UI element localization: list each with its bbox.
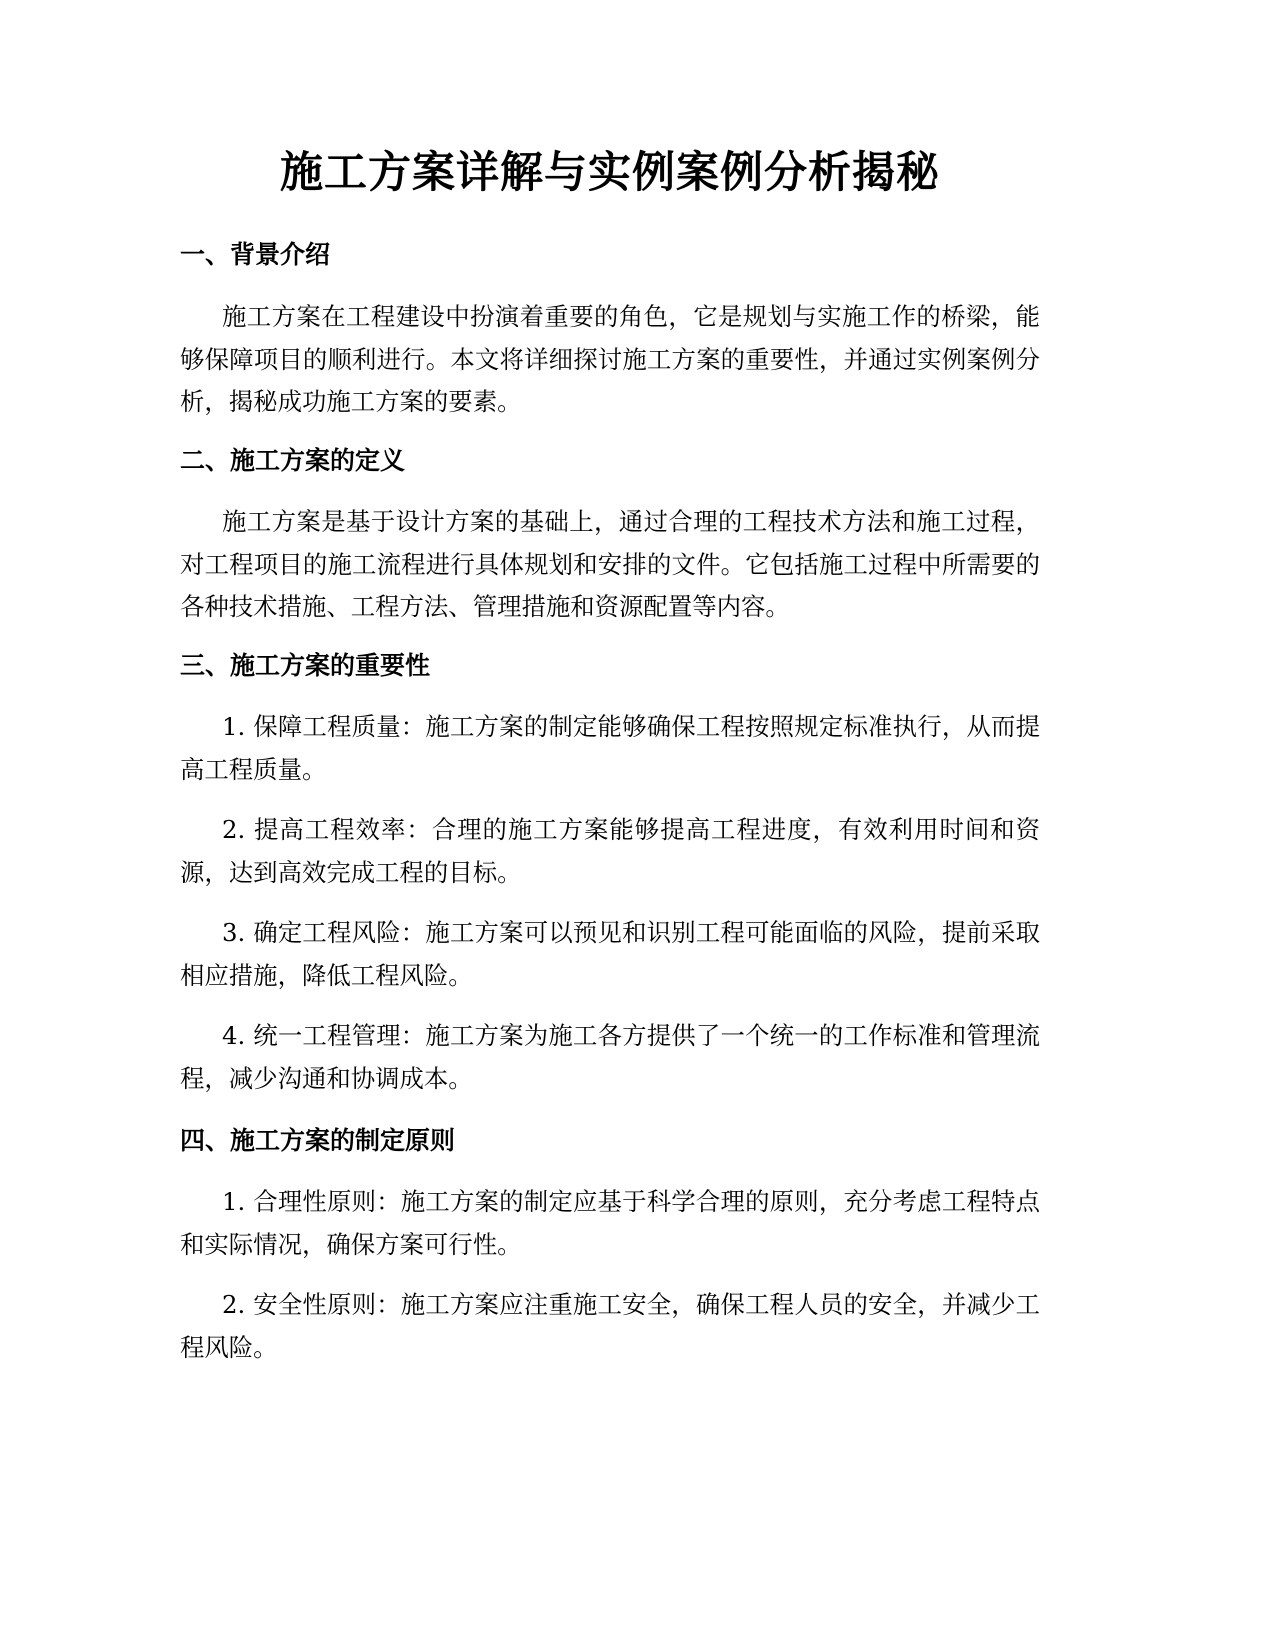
section-heading-importance: 三、施工方案的重要性 — [180, 651, 431, 680]
list-item-importance-3: 3. 确定工程风险：施工方案可以预见和识别工程可能面临的风险，提前采取相应措施，降低工程风险。 — [180, 918, 1040, 990]
list-item-importance-1: 1. 保障工程质量：施工方案的制定能够确保工程按照规定标准执行，从而提高工程质量。 — [180, 712, 1040, 784]
document-title: 施工方案详解与实例案例分析揭秘 — [280, 148, 940, 198]
section-heading-background: 一、背景介绍 — [180, 240, 331, 269]
list-item-importance-4: 4. 统一工程管理：施工方案为施工各方提供了一个统一的工作标准和管理流程，减少沟通和协调成本。 — [180, 1021, 1040, 1093]
list-item-importance-2: 2. 提高工程效率：合理的施工方案能够提高工程进度，有效利用时间和资源，达到高效完成工程的目标。 — [180, 815, 1040, 887]
section-heading-principles: 四、施工方案的制定原则 — [180, 1126, 456, 1155]
paragraph-definition: 施工方案是基于设计方案的基础上，通过合理的工程技术方法和施工过程，对工程项目的施工流程进行具体规划和安排的文件。它包括施工过程中所需要的各种技术措施、工程方法、管理措施和资源配置等内容。 — [180, 507, 1040, 621]
list-item-principle-2: 2. 安全性原则：施工方案应注重施工安全，确保工程人员的安全，并减少工程风险。 — [180, 1290, 1040, 1362]
section-heading-definition: 二、施工方案的定义 — [180, 446, 406, 475]
list-item-principle-1: 1. 合理性原则：施工方案的制定应基于科学合理的原则，充分考虑工程特点和实际情况，确保方案可行性。 — [180, 1187, 1040, 1259]
paragraph-background: 施工方案在工程建设中扮演着重要的角色，它是规划与实施工作的桥梁，能够保障项目的顺利进行。本文将详细探讨施工方案的重要性，并通过实例案例分析，揭秘成功施工方案的要素。 — [180, 302, 1040, 416]
